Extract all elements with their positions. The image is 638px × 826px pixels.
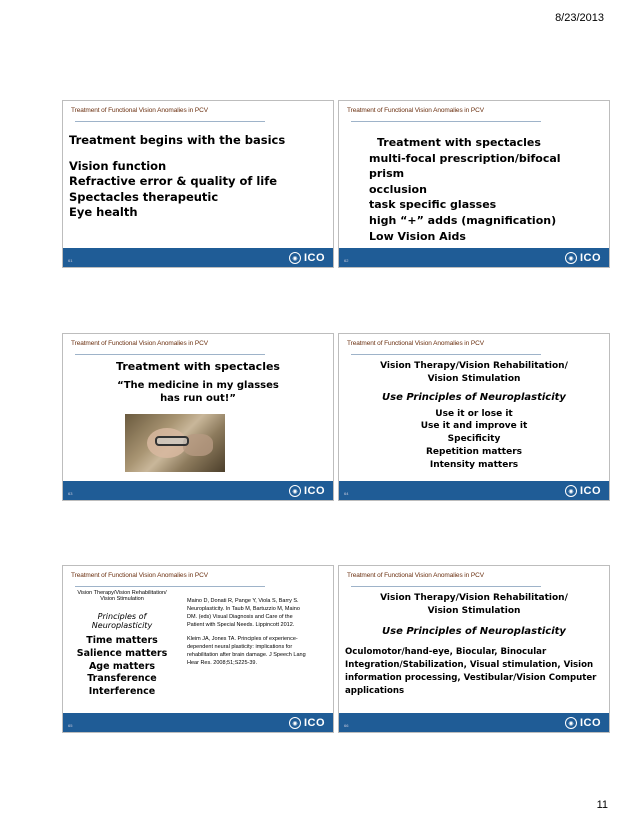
slide-title: Treatment with spectacles [377,136,541,149]
slide-body [369,135,561,244]
header-rule [75,354,265,355]
slide-body [69,133,285,221]
header-rule [351,354,541,355]
globe-icon: ◉ [289,717,301,729]
slide-subtitle-line: Principles of [97,612,147,621]
ico-logo [565,252,601,264]
slide-61 [62,100,334,268]
slide-65 [62,565,334,733]
list-item: Age matters [88,660,156,672]
slide-body [339,360,609,472]
logo-text: ICO [303,717,325,729]
slide-subtitle-line: Neuroplasticity [91,621,153,630]
slide-subtitle: Use Principles of Neuroplasticity [382,626,566,638]
slide-title: Treatment with spectacles [116,360,280,373]
reference-2: Kleim JA, Jones TA. Principles of experience-dependent neural plasticity: implications for rehabilitation after brain damage. J Speech Lang Hear Res. 2008;51;S225-39. [187,635,306,666]
list-item: Time matters [86,635,158,646]
list-item: Use it or lose it [435,408,513,419]
slide-66 [338,565,610,733]
ico-logo [565,717,601,729]
ico-logo [289,485,325,497]
list-item: Vision function [69,158,167,173]
page-number: 11 [596,799,608,811]
date: 8/23/2013 [555,12,604,24]
list-item: occlusion [369,182,427,196]
ico-logo [565,485,601,497]
slide-header: Treatment of Functional Vision Anomalies in PCV [71,107,208,114]
slide-title-block [339,592,609,639]
globe-icon: ◉ [565,717,577,729]
list-item: Specificity [447,434,501,445]
list-item: Salience matters [76,647,168,659]
slide-number: 63 [68,491,73,496]
header-rule [351,121,541,122]
slide-left-column [67,590,177,699]
header-rule [351,586,541,587]
ico-logo [289,717,325,729]
list-item: Spectacles therapeutic [69,189,219,204]
slide-number: 65 [68,723,73,728]
slide-header: Treatment of Functional Vision Anomalies in PCV [347,572,484,579]
list-item: prism [369,167,405,181]
slide-number: 64 [344,491,349,496]
slide-subtitle: Use Principles of Neuroplasticity [382,391,566,403]
logo-text: ICO [579,485,601,497]
slide-body-text: Oculomotor/hand-eye, Biocular, Binocular Integration/Stabilization, Visual stimulation, Vision information processing, Vestibular/Vision Computer applications [345,647,597,696]
logo-text: ICO [579,717,601,729]
globe-icon: ◉ [565,485,577,497]
list-item: Transference [87,673,157,685]
list-item: Repetition matters [425,447,523,458]
list-item: Eye health [69,205,138,220]
header-rule [75,586,265,587]
globe-icon: ◉ [565,252,577,264]
list-item: Interference [88,686,156,698]
list-item: Refractive error & quality of life [69,174,278,189]
slide-header: Treatment of Functional Vision Anomalies in PCV [71,572,208,579]
slide-number: 66 [344,723,349,728]
quote-line: “The medicine in my glasses [117,379,279,391]
globe-icon: ◉ [289,252,301,264]
logo-text: ICO [303,485,325,497]
quote-line: has run out!” [160,393,236,405]
photo-glasses [155,436,189,446]
slide-title-line: Vision Stimulation [427,373,521,384]
slide-title-line: Vision Stimulation [427,605,521,616]
list-item: high “+” adds (magnification) [369,214,557,228]
slide-header: Treatment of Functional Vision Anomalies in PCV [347,340,484,347]
list-item: Intensity matters [429,459,519,470]
list-item: task specific glasses [369,198,497,212]
slide-title: Treatment begins with the basics [69,133,286,147]
globe-icon: ◉ [289,485,301,497]
logo-text: ICO [579,252,601,264]
slide-title-line: Vision Therapy/Vision Rehabilitation/ [77,590,167,596]
slide-64 [338,333,610,501]
slide-63 [62,333,334,501]
slide-header: Treatment of Functional Vision Anomalies in PCV [71,340,208,347]
reference-1: Maino D, Donati R, Pange Y, Viola S, Barry S. Neuroplasticity. In Taub M, Bartuzzio M, Maino DM. (eds) Visual Diagnosis and Care of the Patient with Special Needs. Lippincott 2012. [187,598,300,628]
references [187,598,307,668]
slide-header: Treatment of Functional Vision Anomalies in PCV [347,107,484,114]
slide-title-line: Vision Stimulation [100,596,144,602]
slide-62 [338,100,610,268]
slide-body [63,360,333,406]
slide-number: 62 [344,258,349,263]
ico-logo [289,252,325,264]
list-item: Low Vision Aids [369,229,466,243]
slide-title-line: Vision Therapy/Vision Rehabilitation/ [380,361,568,371]
logo-text: ICO [303,252,325,264]
list-item: multi-focal prescription/bifocal [369,151,561,165]
photo-child-glasses [125,414,225,472]
header-rule [75,121,265,122]
slide-title-line: Vision Therapy/Vision Rehabilitation/ [380,593,568,603]
list-item: Use it and improve it [420,421,528,432]
slide-number: 61 [68,258,73,263]
